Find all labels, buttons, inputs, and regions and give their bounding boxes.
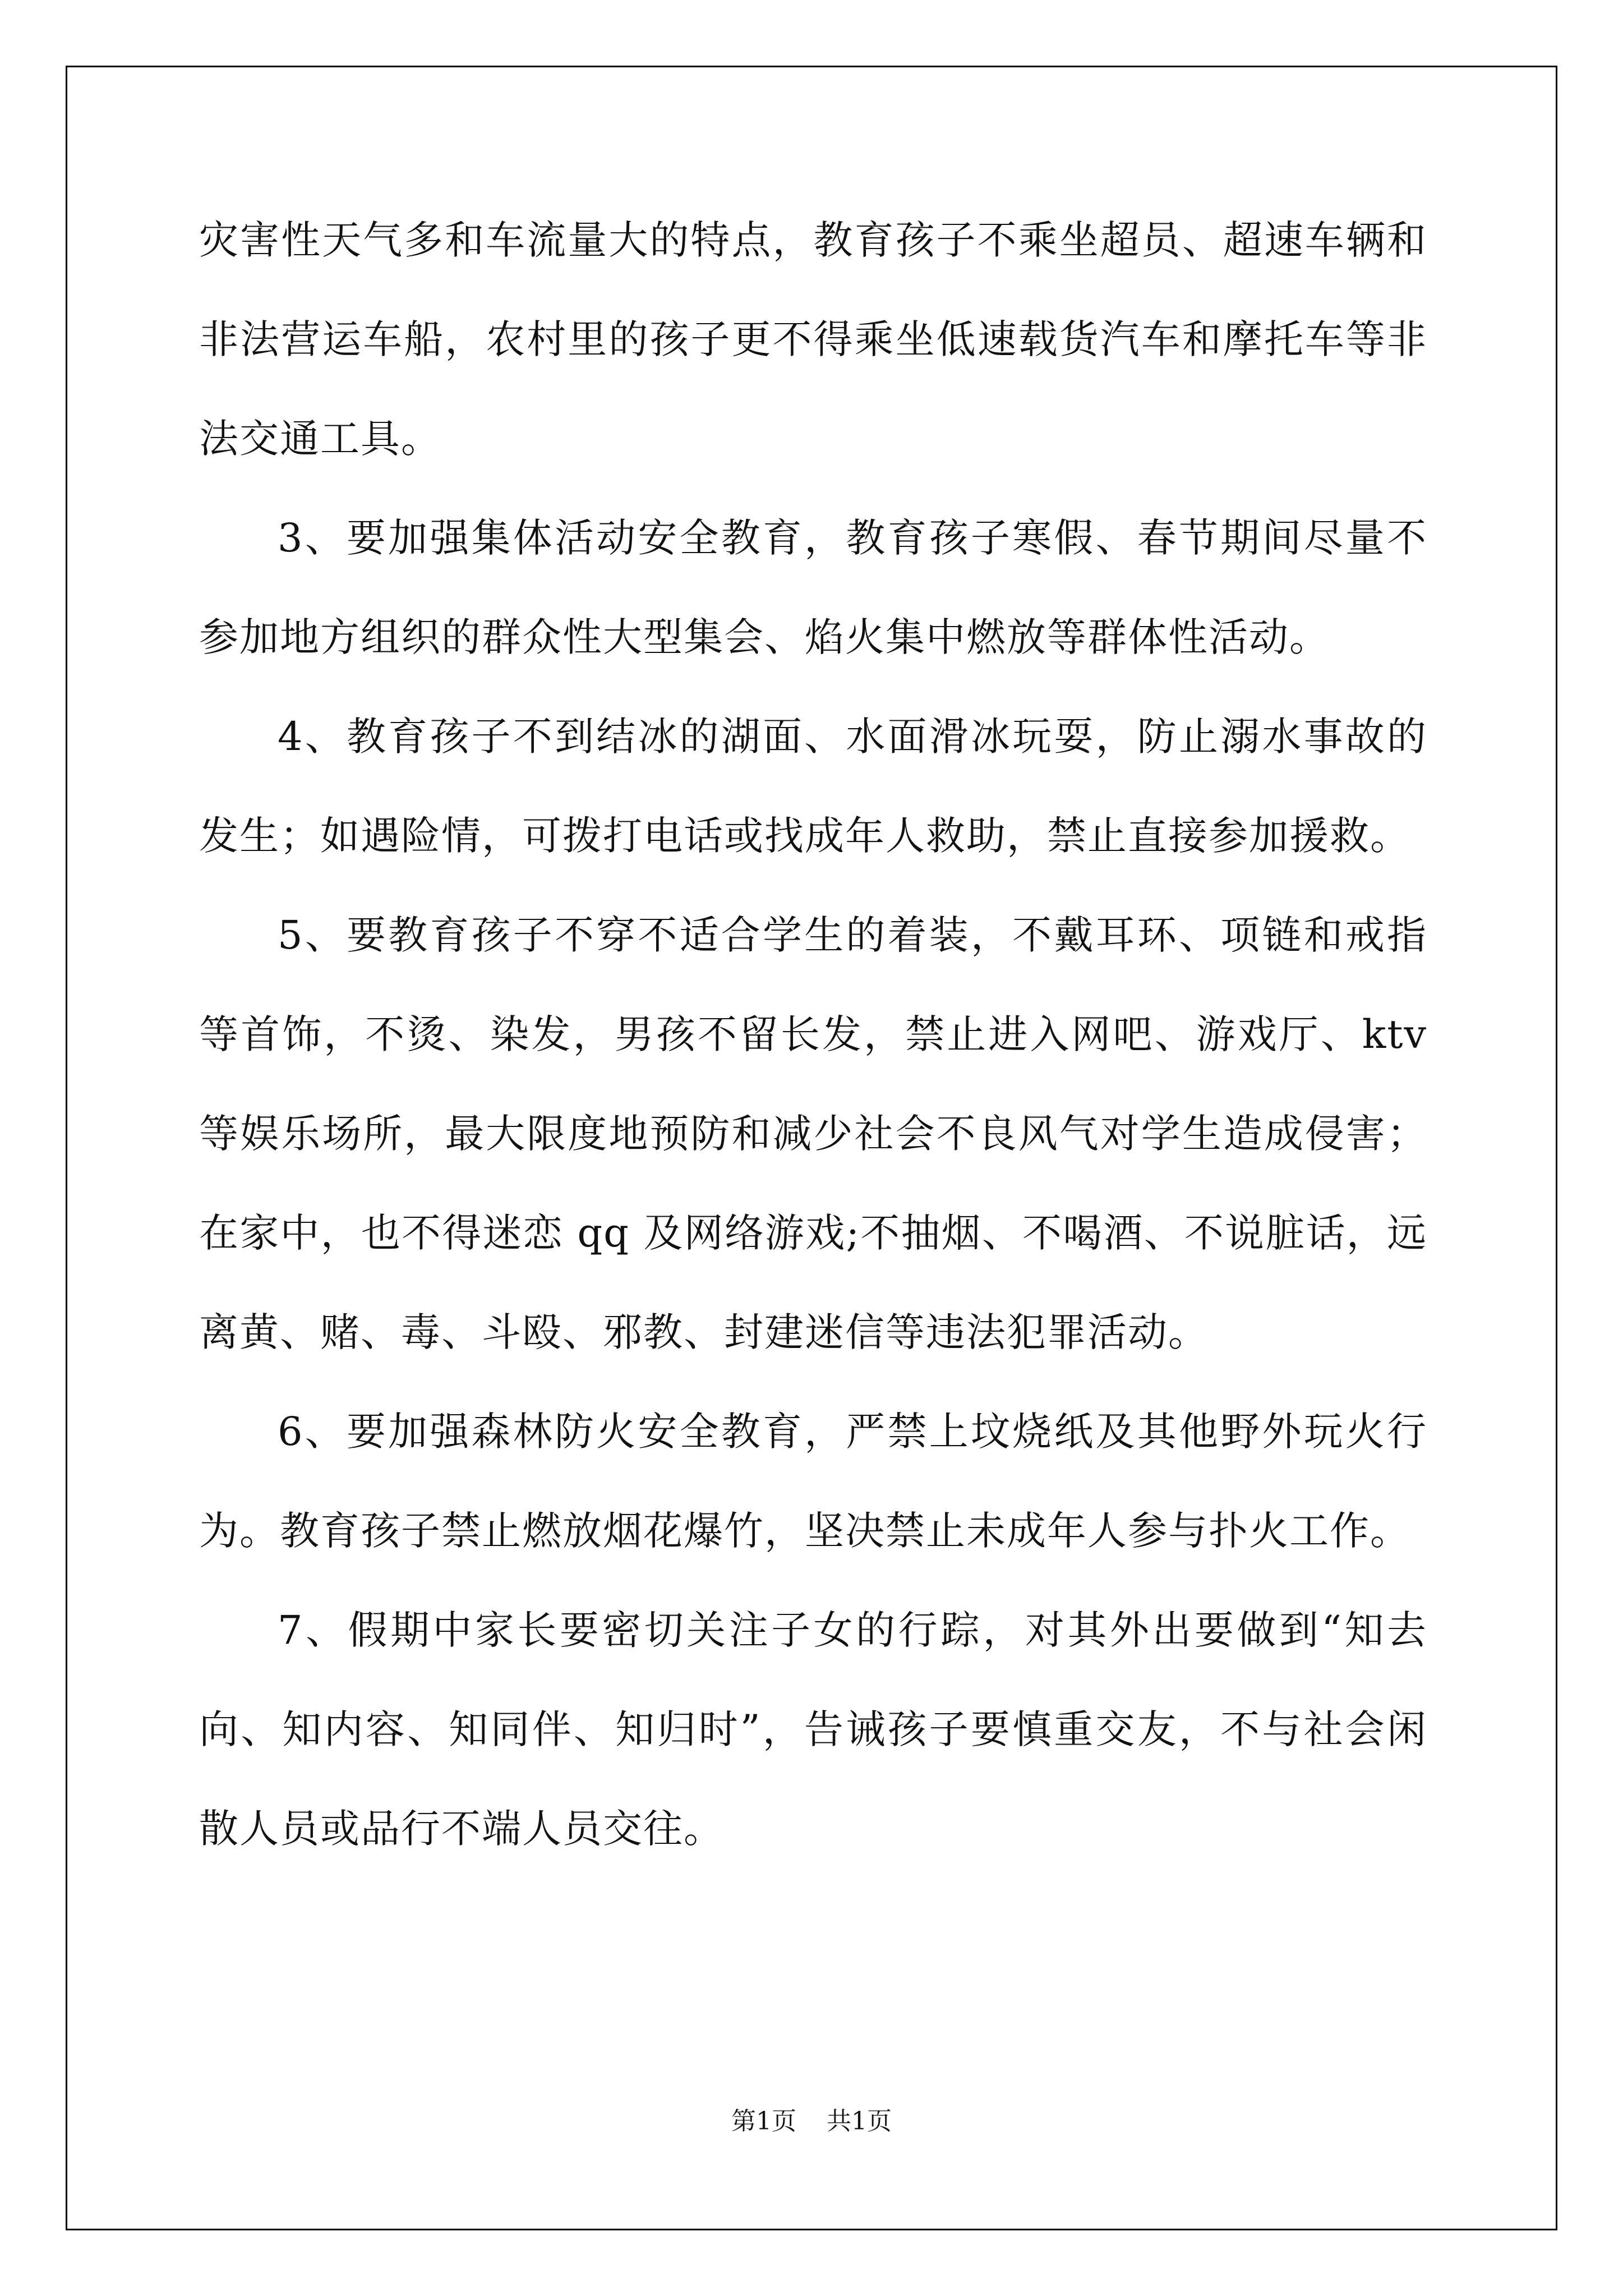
paragraph-1: 灾害性天气多和车流量大的特点，教育孩子不乘坐超员、超速车辆和非法营运车船，农村里的孩子更不得乘坐低速载货汽车和摩托车等非法交通工具。 — [199, 217, 1427, 462]
paragraph-3: 4、教育孩子不到结冰的湖面、水面滑冰玩耍，防止溺水事故的发生；如遇险情，可拨打电话或找成年人救助，禁止直接参加援救。 — [199, 714, 1427, 859]
page-footer: 第1页 共1页 — [731, 2107, 892, 2136]
paragraph-6: 7、假期中家长要密切关注子女的行踪，对其外出要做到“知去向、知内容、知同伴、知归时”，告诫孩子要慎重交友，不与社会闲散人员或品行不端人员交往。 — [199, 1607, 1427, 1852]
paragraph-2: 3、要加强集体活动安全教育，教育孩子寒假、春节期间尽量不参加地方组织的群众性大型集会、焰火集中燃放等群体性活动。 — [199, 515, 1427, 660]
paragraph-4: 5、要教育孩子不穿不适合学生的着装，不戴耳环、项链和戒指等首饰，不烫、染发，男孩不留长发，禁止进入网吧、游戏厅、ktv 等娱乐场所，最大限度地预防和减少社会不良风气对学生造成侵害；在家中，也不得迷恋 qq 及网络游戏;不抽烟、不喝酒、不说脏话，远离黄、赌、毒、斗殴、邪教、封建迷信等违法犯罪活动。 — [199, 912, 1427, 1355]
document-body — [199, 191, 1427, 1879]
paragraph-5: 6、要加强森林防火安全教育，严禁上坟烧纸及其他野外玩火行为。教育孩子禁止燃放烟花爆竹，坚决禁止未成年人参与扑火工作。 — [199, 1409, 1427, 1554]
